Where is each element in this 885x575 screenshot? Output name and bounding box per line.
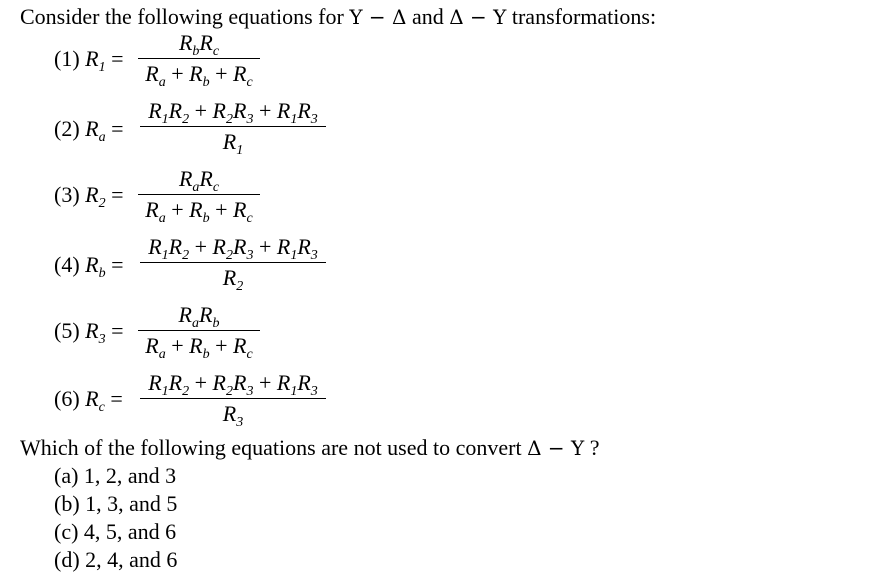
equation-label: (3) <box>54 182 80 207</box>
equation-4-lhs: (4) $R_b$ = <box>54 252 124 281</box>
option-c[interactable] <box>54 519 176 545</box>
option-label: (d) <box>54 547 80 572</box>
equation-label: (4) <box>54 252 80 277</box>
option-text: 2, 4, and 6 <box>85 547 178 572</box>
option-a[interactable] <box>54 463 176 489</box>
option-b[interactable] <box>54 491 177 517</box>
intro-text <box>20 4 656 30</box>
equation-1-fraction <box>138 30 260 90</box>
equation-4-fraction <box>140 234 326 294</box>
equation-5-fraction <box>138 302 260 362</box>
equation-2-fraction <box>140 98 326 158</box>
equation-5-lhs: (5) $R_3$ = <box>54 318 124 347</box>
option-text: 1, 3, and 5 <box>85 491 178 516</box>
numerator: $R_1R_2 + R_2R_3 + R_1R_3$ <box>148 98 318 127</box>
equation-label: (6) <box>54 386 80 411</box>
numerator: $R_1R_2 + R_2R_3 + R_1R_3$ <box>148 234 318 263</box>
equation-label: (5) <box>54 318 80 343</box>
question-text <box>20 435 599 461</box>
option-label: (b) <box>54 491 80 516</box>
equation-label: (1) <box>54 46 80 71</box>
equation-3-lhs: (3) $R_2$ = <box>54 182 124 211</box>
option-d[interactable] <box>54 547 177 573</box>
y-delta-symbol: Y − Δ <box>349 5 407 29</box>
delta-y-symbol: Δ − Y <box>449 5 507 29</box>
equation-6-lhs: (6) $R_c$ = <box>54 386 123 415</box>
intro-prefix: Consider the following equations for <box>20 4 350 29</box>
denominator: $R_a + R_b + R_c$ <box>145 61 253 90</box>
equals-sign: = <box>111 252 124 277</box>
equation-1-lhs: (1) $R_1$ = <box>54 46 124 75</box>
intro-suffix: transformations: <box>506 4 657 29</box>
delta-y-symbol: Δ − Y <box>527 436 585 460</box>
denominator: $R_2$ <box>222 265 244 294</box>
intro-and: and <box>406 4 450 29</box>
equals-sign: = <box>111 46 124 71</box>
equation-3-fraction <box>138 166 260 226</box>
numerator: $R_1R_2 + R_2R_3 + R_1R_3$ <box>148 370 318 399</box>
denominator: $R_1$ <box>222 129 244 158</box>
question-mark: ? <box>584 435 600 460</box>
equals-sign: = <box>111 182 124 207</box>
numerator: $R_aR_c$ <box>178 166 220 195</box>
option-label: (c) <box>54 519 79 544</box>
option-text: 1, 2, and 3 <box>83 463 177 488</box>
denominator: $R_a + R_b + R_c$ <box>145 333 253 362</box>
numerator: $R_aR_b$ <box>178 302 220 331</box>
question-body: Which of the following equations are not used to convert <box>20 435 528 460</box>
equals-sign: = <box>111 318 124 343</box>
denominator: $R_a + R_b + R_c$ <box>145 197 253 226</box>
equals-sign: = <box>110 386 123 411</box>
equation-label: (2) <box>54 116 80 141</box>
option-text: 4, 5, and 6 <box>83 519 177 544</box>
numerator: $R_bR_c$ <box>178 30 220 59</box>
denominator: $R_3$ <box>222 401 244 430</box>
fraction-bar <box>138 330 260 331</box>
option-label: (a) <box>54 463 79 488</box>
equals-sign: = <box>111 116 124 141</box>
equation-2-lhs: (2) $R_a$ = <box>54 116 124 145</box>
equation-6-fraction <box>140 370 326 430</box>
